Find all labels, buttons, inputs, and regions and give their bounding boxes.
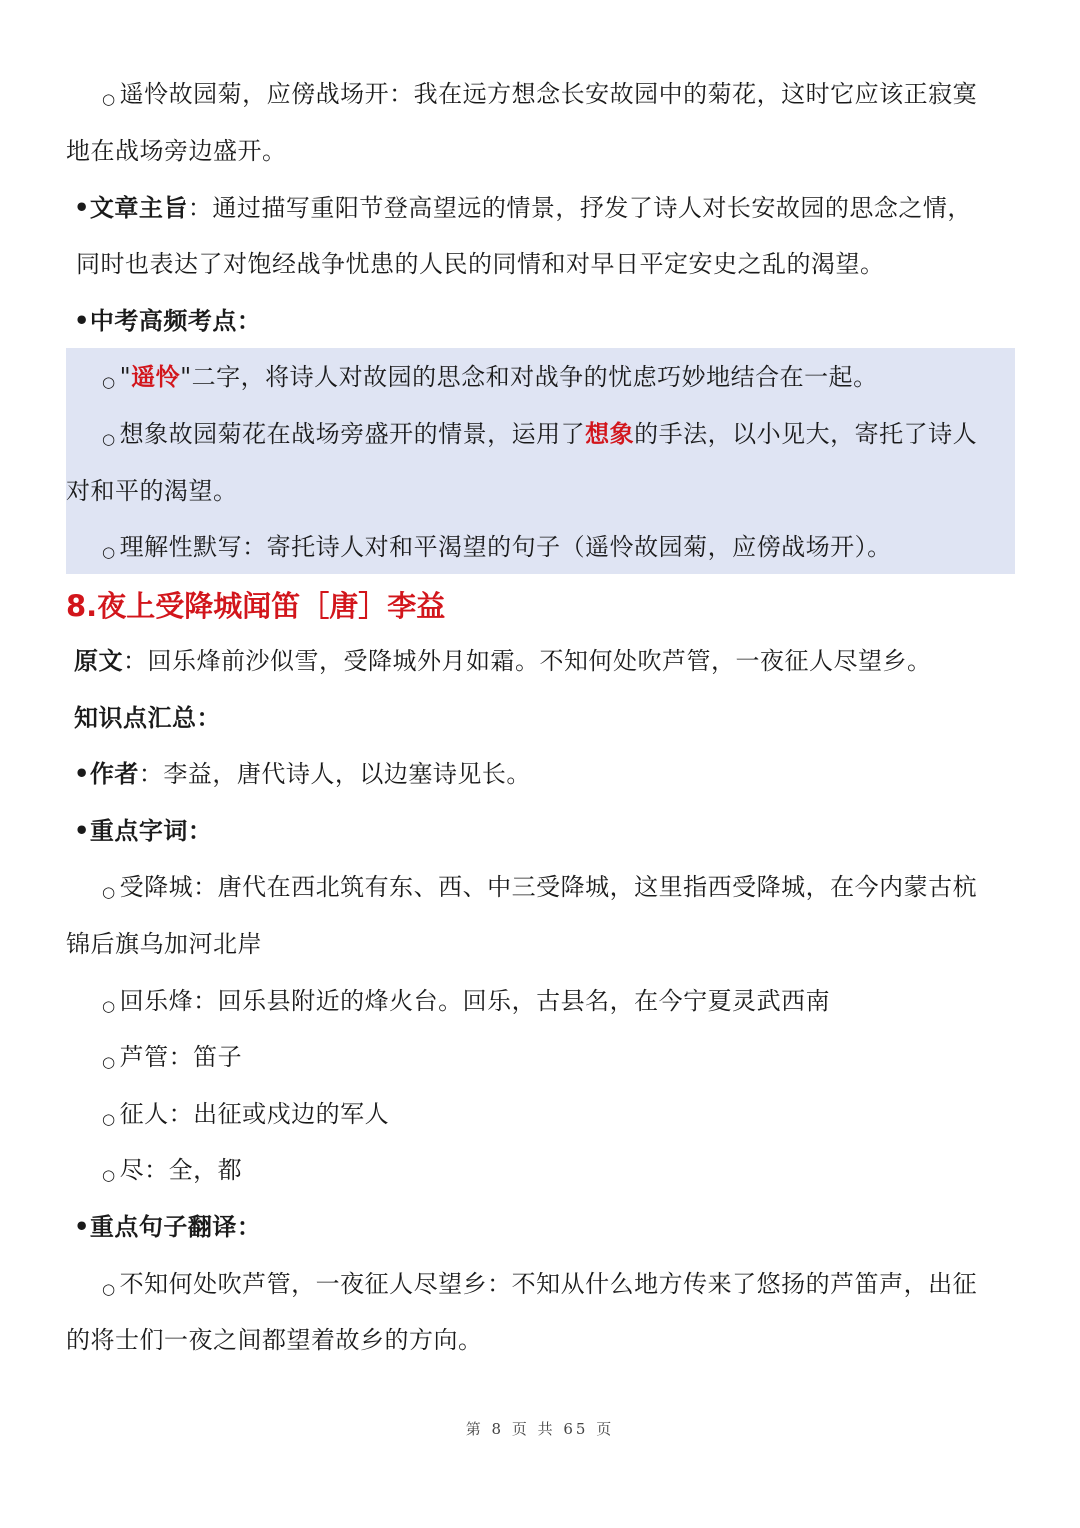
sub-bullet-icon: ○	[102, 1280, 116, 1298]
poem-explain-cont: 地在战场旁边盛开。	[66, 137, 287, 165]
word-item: ○ 征人：出征或戍边的军人	[102, 1100, 390, 1128]
bullet-dot-icon: •	[74, 759, 90, 788]
sub-bullet-icon: ○	[102, 883, 116, 901]
highlight-item-2-cont: 对和平的渴望。	[66, 477, 238, 505]
theme-item	[74, 192, 1022, 224]
sentence-item: ○ 不知何处吹芦管，一夜征人尽望乡：不知从什么地方传来了悠扬的芦笛声，出征	[102, 1270, 978, 1298]
author-item: •作者：李益，唐代诗人，以边塞诗见长。	[74, 759, 531, 788]
original-text: 原文：回乐烽前沙似雪，受降城外月如霜。不知何处吹芦管，一夜征人尽望乡。	[74, 647, 932, 675]
sub-bullet-icon: ○	[102, 1110, 116, 1128]
bullet-dot-icon: •	[74, 816, 90, 845]
bullet-dot-icon: •	[74, 193, 90, 222]
sentences-heading: •重点句子翻译：	[74, 1212, 262, 1241]
poem-explain: 我在远方想念长安故园中的菊花，这时它应该正寂寞	[413, 80, 978, 108]
sub-bullet-icon: ○	[102, 1166, 116, 1184]
sub-bullet-icon: ○	[102, 430, 116, 448]
summary-heading: 知识点汇总：	[74, 704, 221, 732]
words-label: 重点字词	[89, 817, 188, 845]
words-heading: •重点字词：	[74, 816, 213, 845]
highlight-item-2: ○ 想象故园菊花在战场旁盛开的情景，运用了想象的手法，以小见大，寄托了诗人	[102, 420, 978, 448]
page-footer: 第 8 页 共 65 页	[465, 1420, 615, 1438]
highlight-item-3: ○ 理解性默写：寄托诗人对和平渴望的句子（遥怜故园菊，应傍战场开）。	[102, 533, 892, 561]
word-item: ○ 芦管：笛子	[102, 1043, 243, 1071]
word-item-cont: 锦后旗乌加河北岸	[66, 930, 262, 958]
poem-term: 遥怜故园菊，应傍战场开：	[119, 80, 414, 108]
original-label: 原文	[74, 647, 123, 675]
highlight-item-1: ○ "遥怜"二字，将诗人对故园的思念和对战争的忧虑巧妙地结合在一起。	[102, 363, 878, 391]
theme-text: ：通过描写重阳节登高望远的情景，抒发了诗人对长安故园的思念之情，	[187, 194, 972, 222]
bullet-dot-icon: •	[74, 306, 90, 335]
poem-line-item	[102, 78, 1014, 115]
exam-points-heading: •中考高频考点：	[74, 306, 262, 335]
exam-label: 中考高频考点	[89, 307, 237, 335]
sentences-label: 重点句子翻译	[89, 1213, 237, 1241]
sub-bullet-icon: ○	[102, 543, 116, 561]
theme-label: 文章主旨	[89, 194, 188, 222]
theme-text-cont: 同时也表达了对饱经战争忧患的人民的同情和对早日平定安史之乱的渴望。	[76, 250, 885, 278]
sub-bullet-icon: ○	[102, 90, 116, 108]
sub-bullet-icon: ○	[102, 373, 116, 391]
author-label: 作者	[89, 760, 139, 788]
keyword-yaolian: 遥怜	[131, 363, 181, 391]
section-heading: 8.夜上受降城闻笛［唐］李益	[66, 589, 446, 623]
sub-bullet-icon: ○	[102, 997, 116, 1015]
keyword-xiangxiang: 想象	[585, 420, 635, 448]
word-item: ○ 受降城：唐代在西北筑有东、西、中三受降城，这里指西受降城，在今内蒙古杭	[102, 873, 978, 901]
bullet-dot-icon: •	[74, 1212, 90, 1241]
word-item: ○ 回乐烽：回乐县附近的烽火台。回乐，古县名，在今宁夏灵武西南	[102, 987, 831, 1015]
sub-bullet-icon: ○	[102, 1053, 116, 1071]
word-item: ○ 尽：全，都	[102, 1156, 243, 1184]
sentence-item-cont: 的将士们一夜之间都望着故乡的方向。	[66, 1326, 483, 1354]
summary-label: 知识点汇总	[74, 704, 197, 732]
